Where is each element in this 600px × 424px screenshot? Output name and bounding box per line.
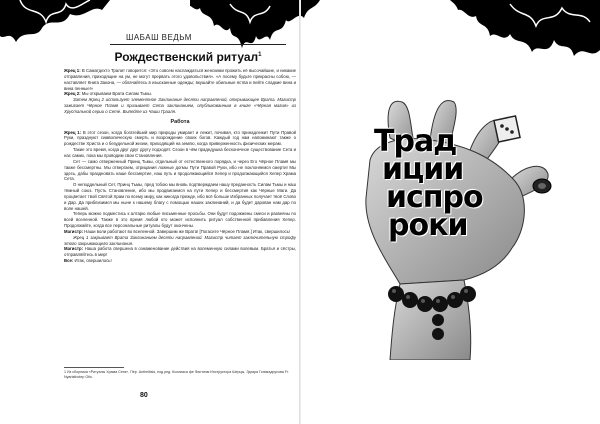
speaker-label: Магистр: [64, 246, 84, 252]
body-paragraph [64, 130, 296, 148]
stage-direction [64, 235, 296, 247]
tribal-ornament-left-icon [0, 0, 110, 48]
stage-direction [64, 97, 296, 115]
paragraph-text: Наша работа свершена в ознаменование действия на волеменную силами волевым. Братья и сёстры, отправляйтесь в мир! [64, 246, 296, 258]
stage-direction-text: Жрец 1 закрывает Врата Заклинанием десяти направлений. Магистр читает заключительную строфу этого закрывающего заклинания. [64, 234, 296, 246]
chapter-title-line-4: роки [388, 208, 468, 243]
chapter-title-line-2: иции [382, 152, 464, 187]
chapter-title-line-1: Трад [374, 124, 457, 159]
page-title [78, 50, 298, 64]
speaker-label: Жрец 1: [64, 129, 82, 135]
body-text [64, 68, 296, 264]
page-number: 80 [140, 392, 148, 399]
paragraph-text: Такие это время, когда друг друг другу подходят. Сезон в чём прадедушка бесконечное существование Сета и нас самих, пока мы проводим свои Становления. [64, 147, 296, 158]
section-heading: Работа [170, 118, 190, 125]
paragraph-text: Теперь можно подместись к алтарю любые письменные просьбы. Они будут подожжены смеси и развеяны по всей вселенной. Также в это время любой кто может исполнить ритуал собственной прибавления Хепер. Продолжайте, когда все персональные ритуалы будут окончены. [64, 211, 296, 229]
title-footnote-mark: 1 [258, 52, 262, 58]
footnote: 1 Из сборника «Ритуалы Храма Сета». Пер. Antheitisis, под ред. Ксолиаса фе Фастиэм Инструктора Шерцы, Эдгара Гоникадоусова Fr. Nyarlathotep Otis. [64, 370, 290, 379]
paragraph-text: В Саматдехтэ Тралит говорится: «Это совсем наслаждаться женскими прожить её высочайшие, и никакие отправления, приходящие на ум, не могут прервать этого удовольствия». «А посему будьте прекрасны собою, — наставляет Книга Закона, — облачайтесь в изысканные одежды; вкушайте обильные яства и пейте сладкие вина и вина пенные!» [64, 68, 296, 91]
book-gutter [299, 0, 301, 424]
paragraph-text: Сет — само отверженный Принц Тьмы, отдельный от естественного порядка, и через Его Чёрное Пламя мы также бессмертны. Мы отвергаем, отрицания ложные догмы Пути Правой Руки, ибо не поклоняемся смерти! Мы здесь, дабы праздновать наше бессмертие, наш путь и продолжающийся Хепер и продолжающийся Хепер Храма Сета. [64, 158, 296, 182]
body-paragraph [64, 68, 296, 91]
speaker-label: Все: [64, 258, 74, 264]
body-paragraph [64, 147, 296, 159]
running-head: ШАБАШ ВЕДЬМ [126, 33, 192, 42]
speaker-label: Жрец 2: [64, 91, 81, 97]
speaker-label: Магистр: [64, 228, 84, 234]
body-paragraph [64, 258, 296, 264]
paragraph-text: Мы открываем Врата Силам Тьмы. [81, 91, 152, 97]
body-paragraph [64, 159, 296, 182]
body-paragraph [64, 211, 296, 229]
speaker-label: Жрец 1: [64, 68, 81, 73]
tribal-ornament-right-icon [450, 0, 600, 70]
body-paragraph [64, 182, 296, 211]
footnote-rule [64, 367, 124, 368]
paragraph-text: Наши воли работают во вселенной. Завершим же Врата! [Погасите Чёрное Пламя.] Итак, свершилось! [84, 228, 291, 234]
stage-direction-text: Затем Жрец 2 использует элементное Заклинание десяти направлений, открывающее Врата. Магистр зажигает Чёрное Пламя и призывает Сета заклинанием, опубликованным в книге «Чёрная магия» из Хрустальной серии о Сете. Выпейте из Чаши Грааля. [64, 97, 296, 114]
body-paragraph [64, 246, 296, 258]
chapter-title-line-3: испро [386, 180, 483, 215]
page-title-text: Рождественский ритуал [114, 50, 259, 64]
paragraph-text: В этот сезон, когда богатейший мир природы умирает и лежит, почивая, кто принадлежит Пути Правой Руки, празднуют символическую смерть и возрождение своих богов. Каждый год нам напоминают также о рождестве Христа и о безудельной жизни, приходящий на землю, когда приверженность физических мерам. [64, 129, 297, 147]
header-rule [110, 44, 286, 45]
paragraph-text: О неподдельный Сет, Принц Тьмы, пред тобою мы вновь подтверждаем нашу преданность Силам Тьмы и наш тёмный союз. Пусть Становление, ибо мы продвигаемся на пути Хепер и бессмертия как Чёрные Маги. Да процветает твой Святой Храм по всему миру, как никогда прежде, ибо всё больше Избранных получает твоё Слово и Дар. Да приблизимся мы ныне к нашему благу с помощью наших заклинаний, и да будет дарован нам дар по воле нашей. [64, 182, 296, 211]
chapter-title [370, 124, 490, 243]
paragraph-text: Итак, свершилось! [74, 258, 112, 264]
